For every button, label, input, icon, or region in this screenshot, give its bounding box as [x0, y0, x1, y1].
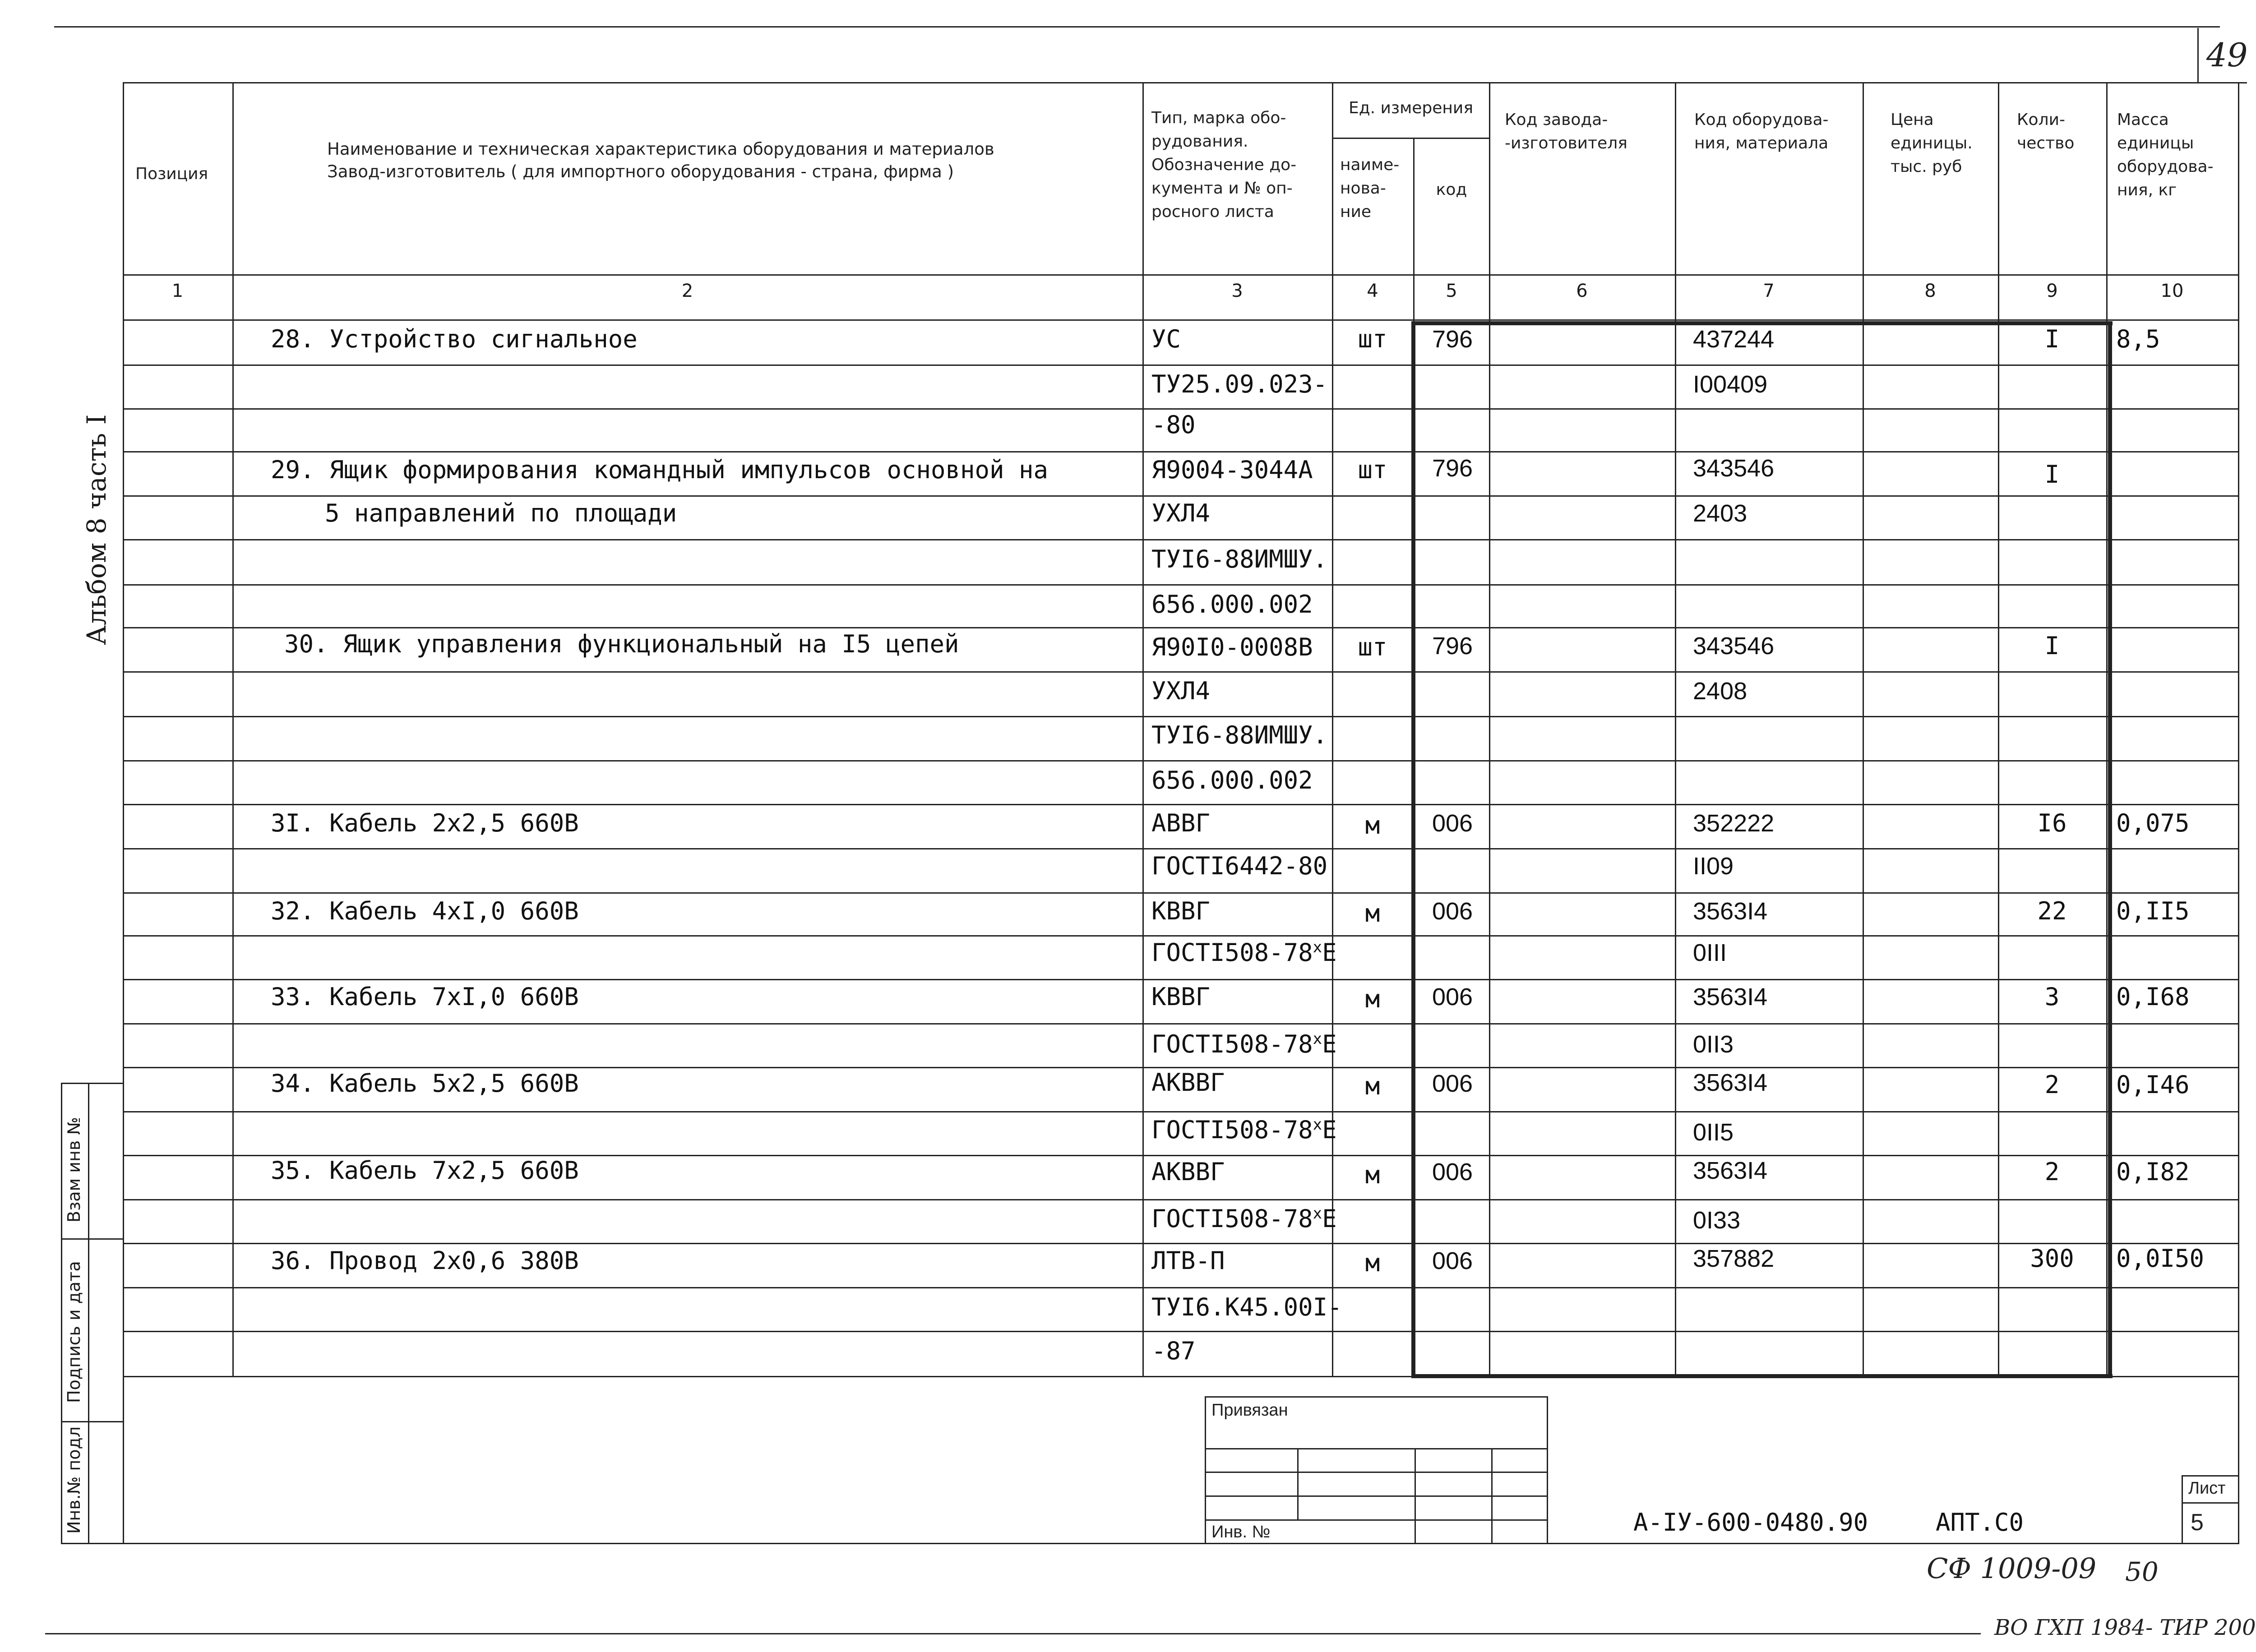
row-unit: шт [1358, 325, 1387, 353]
row-line [123, 1023, 2239, 1024]
row-type-text: ГОСТI508-78 [1151, 938, 1313, 967]
side-stamp-vzam: Взам инв № [64, 1117, 84, 1223]
header-qty-line: Коли- [2017, 111, 2065, 129]
row-type-superscript: х [1313, 1030, 1322, 1048]
row-equip: 343546 [1693, 632, 1775, 660]
row-qty: I [2044, 460, 2060, 489]
row-type-text: ГОСТI508-78 [1151, 1030, 1313, 1058]
row-type: ЛТВ-П [1151, 1246, 1225, 1275]
col-number: 1 [171, 281, 184, 301]
row-mass: 0,I68 [2116, 983, 2190, 1011]
row-mass: 0,0I50 [2116, 1244, 2205, 1273]
col-number: 6 [1576, 281, 1588, 301]
row-type [1151, 939, 1337, 966]
col-divider [1863, 82, 1864, 1377]
header-unit-name [1340, 153, 1399, 224]
row-line [123, 1376, 2239, 1377]
header-qty [2017, 108, 2074, 155]
header-unit-code: код [1436, 180, 1467, 199]
row-type [1151, 1205, 1337, 1232]
row-line [123, 979, 2239, 980]
header-qty-line: чество [2017, 134, 2075, 152]
row-equip: 437244 [1693, 326, 1775, 353]
row-mass: 0,I82 [2116, 1158, 2190, 1186]
row-line [123, 539, 2239, 540]
side-stamp-box-mid [88, 1083, 89, 1543]
row-code: 006 [1432, 1158, 1473, 1186]
row-qty: I6 [2037, 809, 2067, 837]
header-equip-code-line: ния, материала [1694, 134, 1829, 152]
privyazan-row [1205, 1519, 1548, 1521]
row-type: АКВВГ [1151, 1158, 1225, 1186]
privyazan-label: Привязан [1211, 1401, 1288, 1420]
row-type: КВВГ [1151, 983, 1211, 1011]
row-mass: 0,075 [2116, 809, 2190, 837]
privyazan-row [1205, 1472, 1548, 1473]
row-equip: 343546 [1693, 455, 1775, 482]
row-type-suffix: Е [1322, 1030, 1337, 1058]
document-code: А-IУ-600-0480.90 [1633, 1508, 1868, 1537]
row-unit: шт [1358, 633, 1387, 661]
row-unit: м [1365, 899, 1380, 928]
header-unit-name-line: нова- [1340, 179, 1386, 198]
row-type-superscript: х [1313, 938, 1322, 956]
row-unit: м [1365, 1161, 1380, 1189]
row-type: УХЛ4 [1151, 499, 1211, 527]
sheet-corner-number: 49 [2206, 36, 2248, 74]
row-name: 34. Кабель 5х2,5 660В [271, 1069, 579, 1098]
col-number: 10 [2160, 281, 2184, 301]
row-type: ТУ25.09.023- [1151, 370, 1328, 398]
header-type-line: росного листа [1151, 203, 1274, 221]
side-stamp-bottom [61, 1543, 2239, 1544]
privyazan-row [1205, 1448, 1548, 1449]
row-name: 29. Ящик формирования командный импульсов основной на [271, 456, 1049, 484]
header-position: Позиция [135, 165, 208, 183]
col-number: 7 [1763, 281, 1775, 301]
row-line [123, 1243, 2239, 1244]
header-price-line: единицы. [1891, 134, 1973, 152]
side-stamp-sep [61, 1421, 124, 1422]
col-divider [1675, 82, 1676, 1377]
sheet-number: 5 [2191, 1509, 2204, 1536]
header-name-line2: Завод-изготовитель ( для импортного оборудования - страна, фирма ) [327, 162, 954, 181]
table-right [2238, 82, 2239, 1544]
side-stamp-sep [61, 1238, 124, 1240]
row-mass: 8,5 [2116, 325, 2160, 353]
row-line [123, 716, 2239, 717]
row-type: Я90I0-0008В [1151, 633, 1313, 661]
side-stamp-box-top [61, 1083, 124, 1084]
row-code: 006 [1432, 983, 1473, 1011]
header-plant-code-line: Код завода- [1505, 111, 1608, 129]
row-type: Я9004-3044А [1151, 456, 1313, 484]
row-line [123, 495, 2239, 497]
row-type: ТУI6-88ИМШУ. [1151, 721, 1328, 749]
row-code: 796 [1432, 455, 1473, 482]
row-mass: 0,I46 [2116, 1071, 2190, 1099]
archive-handwriting: СФ 1009-09 [1927, 1552, 2097, 1585]
header-equip-code [1694, 108, 1829, 155]
row-type: АКВВГ [1151, 1068, 1225, 1097]
row-equip: I00409 [1693, 371, 1768, 398]
row-equip: 3563I4 [1693, 898, 1768, 925]
row-qty: 300 [2030, 1244, 2074, 1273]
privyazan-col [1415, 1448, 1416, 1543]
side-album-title: Альбом 8 часть I [81, 414, 112, 645]
row-code: 006 [1432, 810, 1473, 837]
thick-block-top [1411, 321, 2113, 325]
row-equip: 352222 [1693, 810, 1775, 837]
header-mass-line: ния, кг [2117, 181, 2177, 199]
row-type-suffix: Е [1322, 1204, 1337, 1233]
row-name: 36. Провод 2х0,6 380В [271, 1246, 579, 1275]
thick-block-right [2108, 321, 2112, 1378]
header-type [1151, 106, 1296, 224]
col-number: 9 [2046, 281, 2058, 301]
row-code: 796 [1432, 326, 1473, 353]
sheet-box-top [2182, 1475, 2239, 1477]
header-name-line1: Наименование и техническая характеристика оборудования и материалов [327, 139, 994, 159]
row-type: 656.000.002 [1151, 590, 1313, 618]
row-equip: II09 [1693, 853, 1734, 880]
row-type: УС [1151, 325, 1181, 353]
row-name: 32. Кабель 4хI,0 660В [271, 897, 579, 925]
row-type: ГОСТI6442-80 [1151, 852, 1328, 880]
row-type: -87 [1151, 1337, 1196, 1365]
row-qty: 2 [2044, 1158, 2060, 1186]
privyazan-row [1205, 1495, 1548, 1497]
privyazan-box-left [1205, 1396, 1206, 1543]
side-stamp-box-left [61, 1083, 62, 1543]
side-stamp-inv: Инв.№ подл [64, 1426, 84, 1534]
row-type-text: ГОСТI508-78 [1151, 1116, 1313, 1144]
row-type: 656.000.002 [1151, 766, 1313, 794]
row-type [1151, 1117, 1337, 1144]
header-price [1891, 108, 1973, 179]
row-qty: 2 [2044, 1071, 2060, 1099]
row-name: 30. Ящик управления функциональный на I5 цепей [284, 630, 959, 658]
archive-number-handwriting: 50 [2125, 1556, 2159, 1587]
col-divider [2106, 82, 2108, 1377]
row-line [123, 1331, 2239, 1332]
row-code: 006 [1432, 1070, 1473, 1097]
row-equip: 3563I4 [1693, 1069, 1768, 1096]
row-line [123, 671, 2239, 673]
row-equip: 0II5 [1693, 1119, 1734, 1146]
row-unit: м [1365, 811, 1380, 840]
row-type: -80 [1151, 411, 1196, 439]
table-left [123, 82, 124, 1544]
row-equip: 0III [1693, 939, 1727, 966]
row-line [123, 584, 2239, 586]
row-type: ТУI6-88ИМШУ. [1151, 545, 1328, 573]
row-line [123, 365, 2239, 366]
row-line [123, 451, 2239, 452]
row-code: 006 [1432, 1247, 1473, 1274]
row-equip: 0I33 [1693, 1207, 1741, 1234]
col-number: 8 [1924, 281, 1936, 301]
sheet-box-left [2182, 1475, 2183, 1543]
header-type-line: Тип, марка обо- [1151, 109, 1286, 127]
row-line [123, 760, 2239, 761]
document-suffix: АПТ.С0 [1936, 1508, 2024, 1537]
row-unit: м [1365, 1249, 1380, 1277]
row-line [123, 804, 2239, 805]
row-unit: шт [1358, 456, 1387, 484]
row-equip: 2408 [1693, 678, 1747, 705]
row-type-text: ГОСТI508-78 [1151, 1204, 1313, 1233]
corner-box-left [2197, 28, 2199, 82]
row-qty: I [2044, 632, 2060, 660]
header-mass [2117, 108, 2214, 202]
row-equip: 3563I4 [1693, 983, 1768, 1011]
row-line [123, 1287, 2239, 1288]
privyazan-col [1297, 1448, 1299, 1519]
col-divider [232, 82, 234, 1377]
row-name: 33. Кабель 7хI,0 660В [271, 983, 579, 1011]
row-equip: 0II3 [1693, 1031, 1734, 1058]
privyazan-box-right [1547, 1396, 1548, 1543]
row-type-suffix: Е [1322, 1116, 1337, 1144]
row-unit: м [1365, 985, 1380, 1013]
row-line [123, 1111, 2239, 1112]
row-line [123, 848, 2239, 849]
header-unit-name-line: ние [1340, 203, 1372, 221]
row-line [123, 627, 2239, 628]
sheet-label: Лист [2188, 1479, 2226, 1498]
row-type-superscript: х [1313, 1116, 1322, 1134]
inv-no-label: Инв. № [1211, 1523, 1271, 1541]
header-type-line: Обозначение до- [1151, 156, 1297, 174]
row-type: ТУI6.К45.00I- [1151, 1293, 1342, 1321]
header-mass-line: оборудова- [2117, 157, 2214, 176]
row-code: 006 [1432, 898, 1473, 925]
col-divider [1142, 82, 1144, 1377]
row-unit: м [1365, 1072, 1380, 1100]
header-type-line: кумента и № оп- [1151, 179, 1293, 198]
header-equip-code-line: Код оборудова- [1694, 111, 1829, 129]
header-plant-code [1505, 108, 1627, 155]
row-type: КВВГ [1151, 897, 1211, 925]
row-line [123, 935, 2239, 937]
col-number: 4 [1367, 281, 1378, 301]
row-equip: 357882 [1693, 1245, 1775, 1272]
colnum-bottom [123, 319, 2239, 321]
header-unit-name-line: наиме- [1340, 156, 1400, 174]
top-rule-left [54, 26, 668, 28]
row-qty: 3 [2044, 983, 2060, 1011]
row-type-suffix: Е [1322, 938, 1337, 967]
row-mass: 0,II5 [2116, 897, 2190, 925]
row-type: АВВГ [1151, 809, 1211, 837]
privyazan-col [1491, 1448, 1493, 1543]
bottom-rule [45, 1633, 1981, 1634]
top-rule [668, 26, 2220, 28]
privyazan-box-top [1205, 1396, 1548, 1398]
header-type-line: рудования. [1151, 132, 1248, 151]
header-bottom [123, 274, 2239, 276]
row-name: 3I. Кабель 2х2,5 660В [271, 809, 579, 837]
sheet-box-mid [2182, 1502, 2239, 1504]
row-type: УХЛ4 [1151, 677, 1211, 705]
side-stamp-signature: Подпись и дата [64, 1261, 84, 1403]
row-line [123, 892, 2239, 894]
row-line [123, 408, 2239, 410]
header-plant-code-line: -изготовителя [1505, 134, 1627, 152]
unit-sub-rule [1332, 138, 1490, 139]
col-number: 3 [1231, 281, 1243, 301]
row-type [1151, 1031, 1337, 1058]
row-code: 796 [1432, 632, 1473, 660]
col-number: 2 [681, 281, 693, 301]
col-number: 5 [1446, 281, 1457, 301]
row-name: 5 направлений по площади [325, 499, 677, 527]
header-price-line: Цена [1891, 111, 1934, 129]
row-line [123, 1199, 2239, 1200]
table-top [123, 82, 2239, 83]
row-name: 28. Устройство сигнальное [271, 325, 638, 353]
row-equip: 2403 [1693, 500, 1747, 527]
header-price-line: тыс. руб [1891, 157, 1962, 176]
header-mass-line: Масса [2117, 111, 2169, 129]
row-type-superscript: х [1313, 1204, 1322, 1223]
row-qty: I [2044, 325, 2060, 353]
header-mass-line: единицы [2117, 134, 2194, 152]
header-unit: Ед. измерения [1349, 99, 1473, 117]
row-equip: 3563I4 [1693, 1157, 1768, 1184]
row-name: 35. Кабель 7х2,5 660В [271, 1156, 579, 1185]
bottom-handwriting: ВО ГХП 1984- ТИР 200 [1994, 1615, 2256, 1640]
row-qty: 22 [2037, 897, 2067, 925]
